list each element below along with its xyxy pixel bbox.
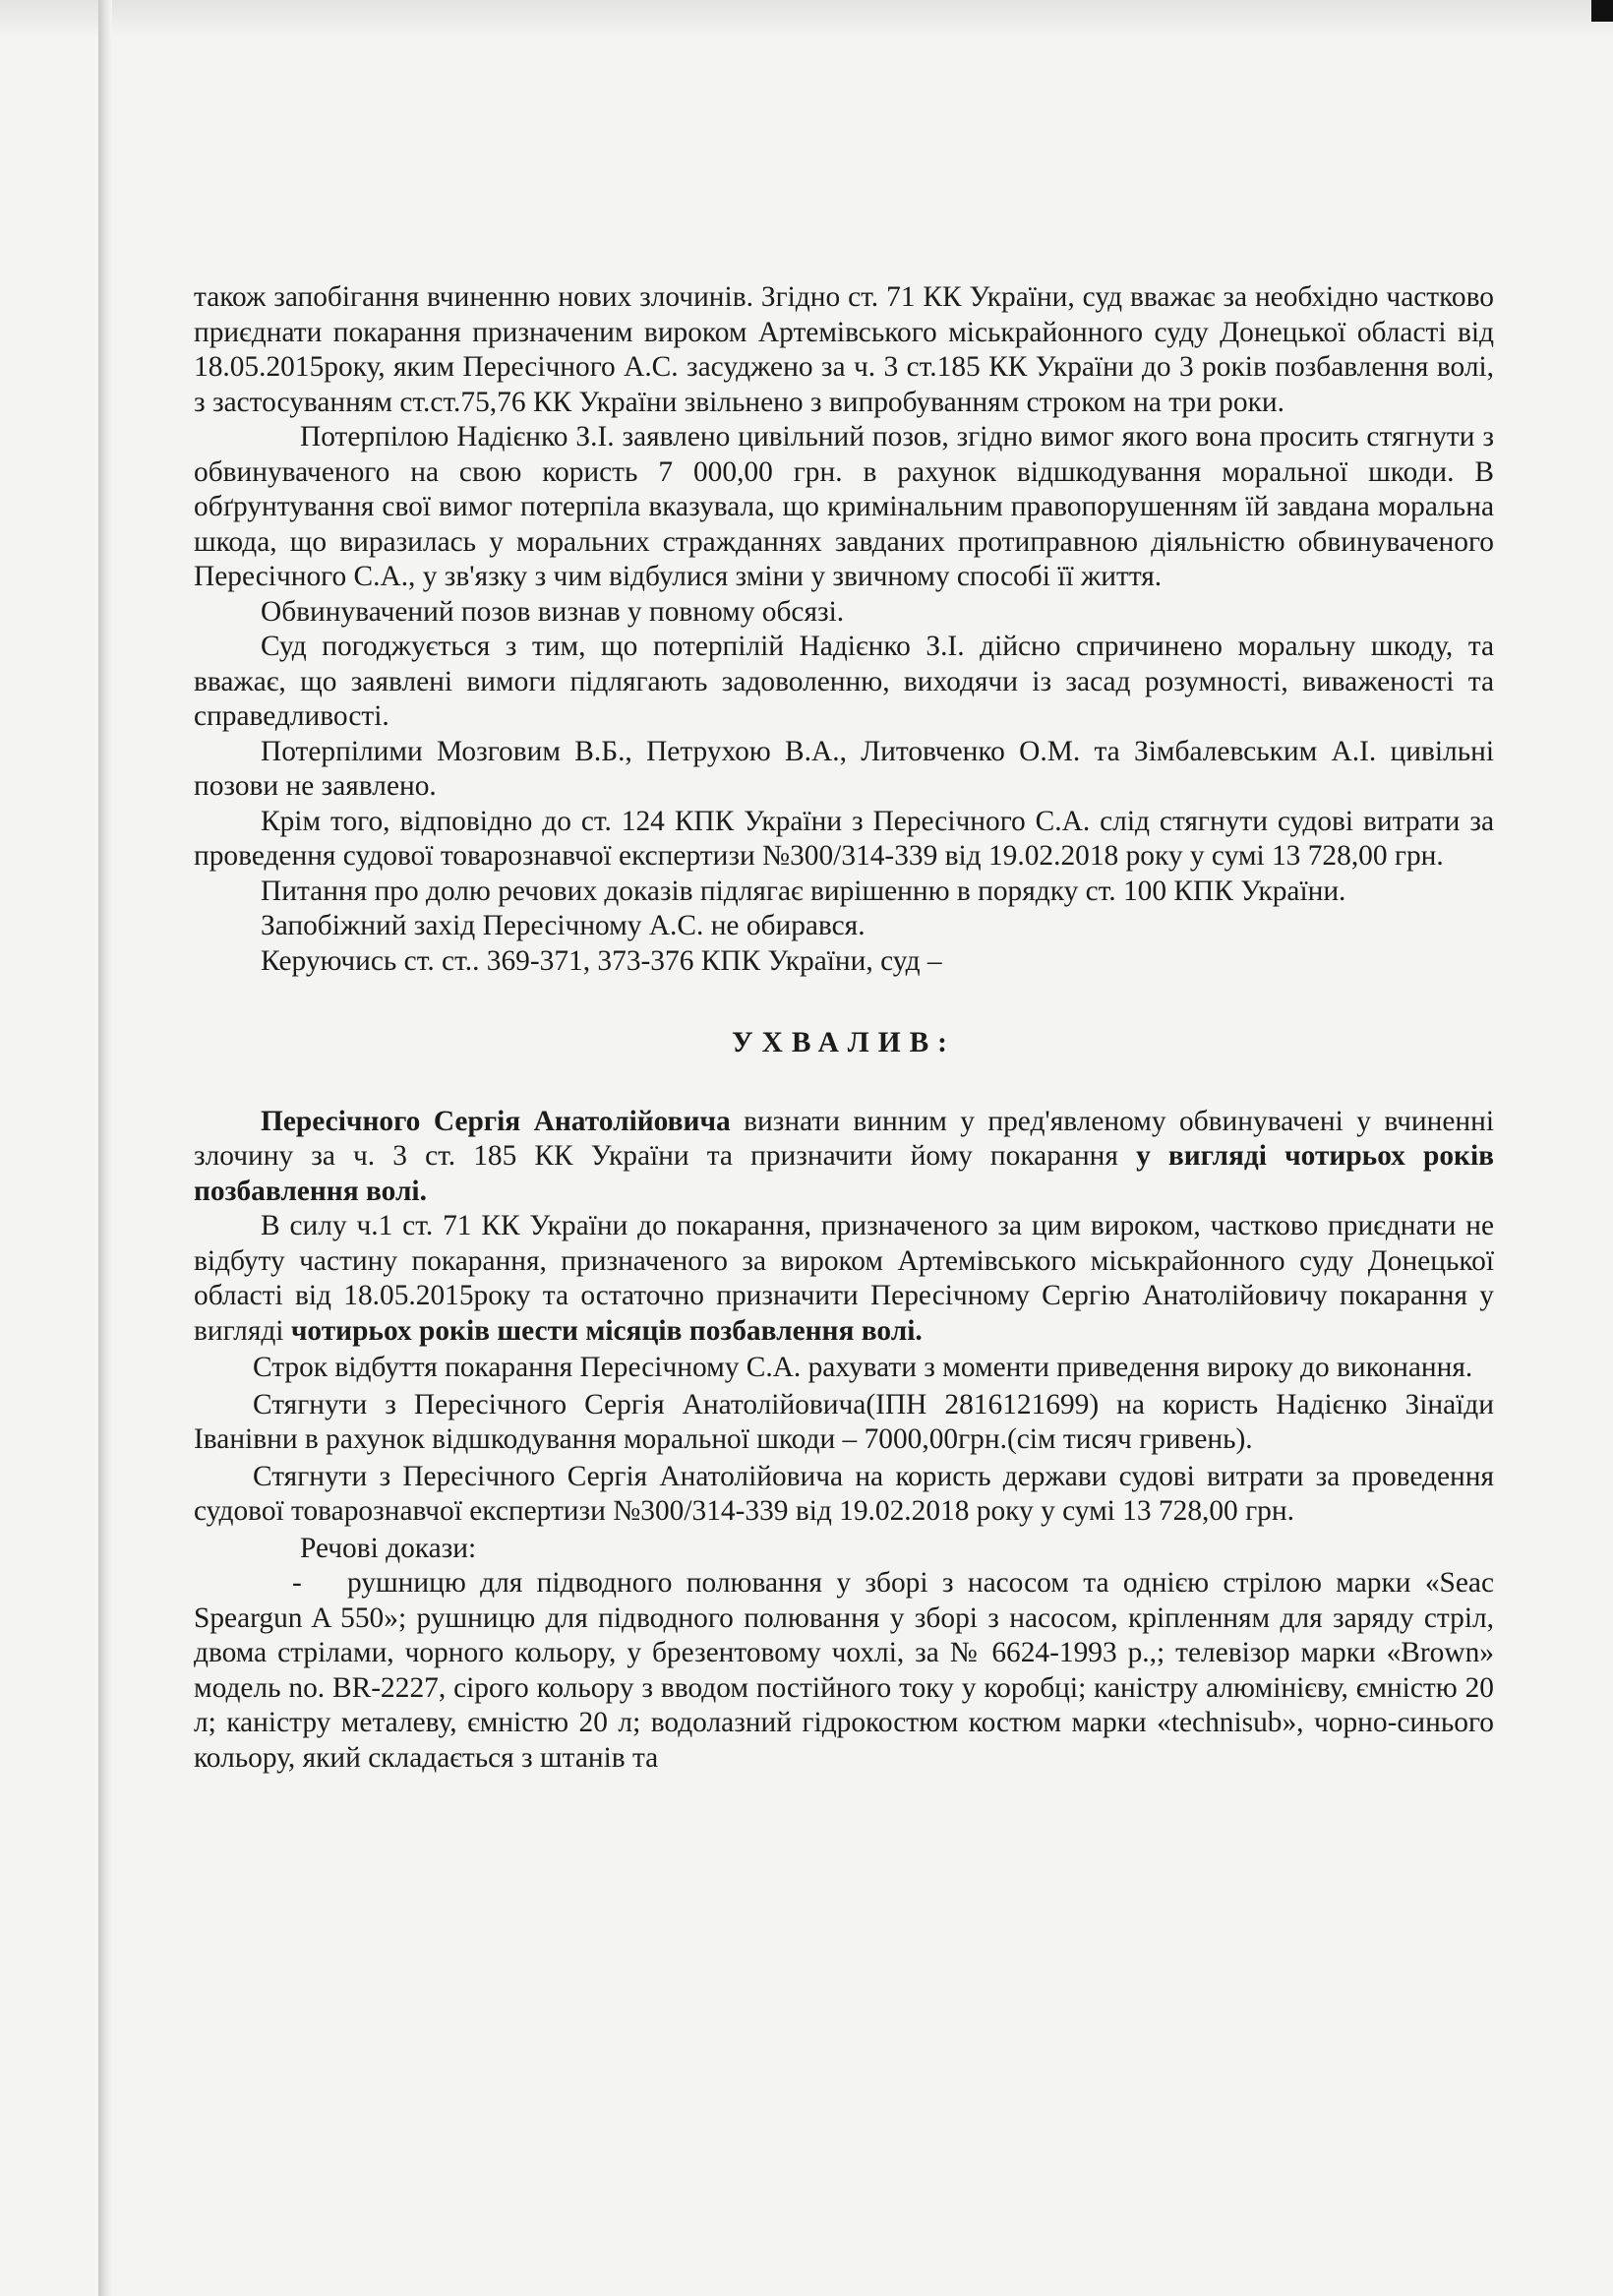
paragraph-guided-by: Керуючись ст. ст.. 369-371, 373-376 КПК України, суд – bbox=[261, 944, 942, 977]
paragraph-evidence-fate: Питання про долю речових доказів підлягає вирішенню в порядку ст. 100 КПК України. bbox=[261, 875, 1346, 907]
scan-shadow bbox=[0, 0, 1613, 39]
defendant-name: Пересічного Сергія Анатолійовича bbox=[261, 1105, 731, 1137]
paragraph-court-costs: Крім того, відповідно до ст. 124 КПК України з Пересічного С.А. слід стягнути судові витрати за проведення судової товарознавчої експертизи №300/314-339 від 19.02.2018 року у сумі 13 728,00 грн. bbox=[194, 805, 1494, 872]
verdict-sentence-start: Строк відбуття покарання Пересічному С.А. рахувати з моменти приведення вироку до виконання. bbox=[253, 1352, 1473, 1383]
verdict-guilty-text: визнати винним у пред'явленому обвинувачені у вчиненні злочину за ч. 3 ст. 185 КК України та призначити йому покарання bbox=[194, 1105, 1494, 1172]
paragraph-claim-admitted: Обвинувачений позов визнав у повному обсязі. bbox=[261, 595, 845, 628]
paragraph-preventive-measure: Запобіжний захід Пересічному А.С. не обирався. bbox=[261, 910, 866, 941]
scan-corner-mark bbox=[1591, 0, 1613, 22]
verdict-state-costs: Стягнути з Пересічного Сергія Анатолійовича на користь держави судові витрати за проведення судової товарознавчої експертизи №300/314-339 від 19.02.2018 року у сумі 13 728,00 грн. bbox=[194, 1460, 1494, 1527]
final-sentence-term: чотирьох років шести місяців позбавлення волі. bbox=[290, 1314, 923, 1347]
final-sentence-text: В силу ч.1 ст. 71 КК України до покарання, призначеного за цим вироком, частково приєднати не відбуту частину покарання, призначеного за вироком Артемівського міськрайонного суду Донецької області від 18.05.2015року та остаточно призначити Пересічному Сергію Анатолійовичу покарання у вигляді bbox=[194, 1210, 1494, 1347]
paragraph-no-claims: Потерпілими Мозговим В.Б., Петрухою В.А., Литовченко О.М. та Зімбалевським А.І. цивільні позови не заявлено. bbox=[194, 735, 1494, 802]
paragraph-court-agrees: Суд погоджується з тим, що потерпілій Надієнко З.І. дійсно спричинено моральну шкоду, та вважає, що заявлені вимоги підлягають задоволенню, виходячи із засад розумності, виваженості та справедливості. bbox=[194, 631, 1494, 732]
evidence-list-text: рушницю для підводного полювання у зборі з насосом та однією стрілою марки «Seac Speargun A 550»; рушницю для підводного полювання у зборі з насосом, кріпленням для заряду стріл, двома стрілами, чорного кольору, у брезентовому чохлі, за № 6624-1993 р.,; телевізор марки «Brown» модель no. BR-2227, сірого кольору з вводом постійного току у коробці; каністру алюмінієву, ємністю 20 л; каністру металеву, ємністю 20 л; водолазний гідрокостюм костюм марки «technisub», чорно-синього кольору, який складається з штанів та bbox=[194, 1567, 1494, 1774]
verdict-guilty bbox=[194, 1105, 1494, 1210]
list-dash: - bbox=[292, 1567, 302, 1599]
document-body bbox=[194, 280, 1494, 1776]
paragraph-punishment-merge: також запобігання вчиненню нових злочинів. Згідно ст. 71 КК України, суд вважає за необхідно частково приєднати покарання призначеним вироком Артемівського міськрайонного суду Донецької області від 18.05.2015року, яким Пересічного А.С. засуджено за ч. 3 ст.185 КК України до 3 років позбавлення волі, з застосуванням ст.ст.75,76 КК України звільнено з випробуванням строком на три роки. bbox=[194, 281, 1494, 418]
verdict-moral-damages: Стягнути з Пересічного Сергія Анатолійовича(ІПН 2816121699) на користь Надієнко Зінаїди Іванівни в рахунок відшкодування моральної шкоди – 7000,00грн.(сім тисяч гривень). bbox=[194, 1388, 1494, 1455]
page-fold-edge bbox=[98, 0, 112, 2296]
evidence-list-item bbox=[194, 1566, 1494, 1776]
verdict-heading: УХВАЛИВ: bbox=[732, 1027, 956, 1058]
evidence-label: Речові докази: bbox=[300, 1532, 477, 1564]
verdict-final-sentence bbox=[194, 1209, 1494, 1349]
paragraph-civil-claim: Потерпілою Надієнко З.І. заявлено цивільний позов, згідно вимог якого вона просить стягнути з обвинуваченого на свою користь 7 000,00 грн. в рахунок відшкодування моральної шкоди. В обґрунтування свої вимог потерпіла вказувала, що кримінальним правопорушенням їй завдана моральна шкода, що виразилась у моральних стражданнях завданих протиправною діяльністю обвинуваченого Пересічного С.А., у зв'язку з чим відбулися зміни у звичному способі її життя. bbox=[194, 421, 1494, 592]
sentence-term: у вигляді чотирьох років позбавлення волі. bbox=[194, 1140, 1494, 1207]
